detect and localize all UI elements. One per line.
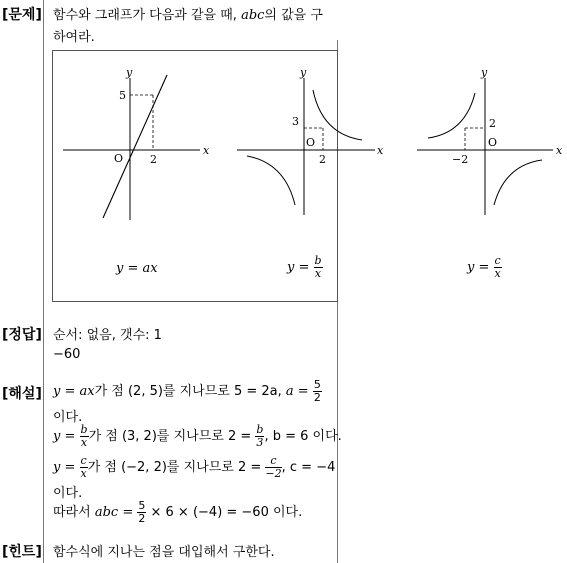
sol-l4-lhs: y = [53, 460, 76, 475]
hint-tag: [힌트] [2, 544, 42, 560]
g2-tick-x: 2 [319, 153, 326, 166]
g2-caption-num: b [314, 254, 322, 267]
sol-l1-frac [313, 379, 322, 404]
sol-l3-den2: 3 [256, 436, 264, 449]
problem-expr: abc [241, 8, 265, 23]
sol-l6-expr: abc = [94, 505, 134, 520]
sol-l3-num2: b [256, 423, 264, 436]
g1-tick-y: 5 [119, 89, 126, 102]
sol-l4-num2: c [265, 455, 281, 468]
sol-l1-expr2: a = [285, 384, 309, 399]
sol-l6-tail: × 6 × (−4) = −60 이다. [150, 505, 303, 520]
graph-2 [237, 66, 384, 215]
sol-l6-num: 5 [138, 499, 146, 512]
problem-text-b: 의 값을 구 [264, 8, 323, 23]
sol-l4-frac [80, 455, 88, 480]
sol-l3-lhs: y = [53, 429, 76, 444]
g2-caption-den: x [314, 267, 322, 280]
g2-origin: O [306, 136, 316, 149]
g3-tick-y: 2 [489, 117, 496, 130]
sol-l3-tail: , b = 6 이다. [264, 429, 342, 444]
graph-1 [63, 66, 210, 220]
g1-y-label: y [126, 66, 133, 79]
answer-line-1: 순서: 없음, 갯수: 1 [53, 328, 162, 343]
sol-l4-den2: −2 [265, 467, 282, 480]
solution-line-5: 이다. [53, 486, 83, 501]
sol-l6-den: 2 [138, 512, 146, 525]
sol-l1-text: 가 점 (2, 5)를 지나므로 5 = 2a, [94, 384, 282, 399]
problem-line-2: 하여라. [53, 30, 95, 45]
solution-line-3 [53, 424, 342, 449]
g2-caption-lhs: y = [287, 260, 310, 275]
solution-line-4 [53, 455, 335, 480]
g2-x-label: x [377, 144, 384, 157]
solution-line-1 [53, 379, 322, 404]
sol-l4-frac2 [265, 455, 281, 480]
sol-l6-a: 따라서 [53, 505, 91, 520]
sol-l1-den: 2 [313, 391, 321, 404]
g1-caption: y = ax [116, 261, 158, 276]
g3-caption [467, 255, 502, 280]
g1-tick-x: 2 [150, 153, 157, 166]
g3-caption-lhs: y = [467, 260, 490, 275]
g3-caption-num: c [494, 254, 501, 267]
sol-l1-expr: y = ax [53, 384, 95, 399]
graph-3 [417, 66, 563, 215]
sol-l6-frac [137, 500, 146, 525]
g3-y-label: y [481, 66, 488, 79]
solution-line-6 [53, 500, 302, 525]
problem-tag: [문제] [2, 7, 42, 23]
sol-l3-num: b [80, 423, 88, 436]
sol-l4-tail: , c = −4 [281, 460, 336, 475]
g1-origin: O [114, 152, 124, 165]
sol-l4-den: x [80, 467, 87, 480]
g1-x-label: x [203, 144, 210, 157]
g3-origin: O [488, 136, 498, 149]
answer-tag: [정답] [2, 327, 42, 343]
g2-caption-frac [314, 255, 323, 280]
g3-tick-x: −2 [452, 153, 469, 166]
g3-caption-frac [494, 255, 502, 280]
sol-l3-den: x [80, 436, 88, 449]
solution-line-2: 이다. [53, 410, 83, 425]
g2-caption [287, 255, 323, 280]
sol-l1-num: 5 [313, 378, 321, 391]
problem-text-a: 함수와 그래프가 다음과 같을 때, [53, 8, 237, 23]
g2-tick-y: 3 [292, 115, 299, 128]
g2-y-label: y [300, 66, 307, 79]
g3-x-label: x [556, 144, 563, 157]
sol-l4-num: c [80, 454, 87, 467]
sol-l4-text: 가 점 (−2, 2)를 지나므로 2 = [87, 460, 262, 475]
g3-caption-den: x [494, 267, 501, 280]
hint-text: 함수식에 지나는 점을 대입해서 구한다. [53, 545, 275, 560]
answer-line-2: −60 [53, 347, 81, 362]
solution-tag: [해설] [2, 386, 42, 402]
sol-l3-text: 가 점 (3, 2)를 지나므로 2 = [88, 429, 252, 444]
sol-l3-frac [80, 424, 89, 449]
